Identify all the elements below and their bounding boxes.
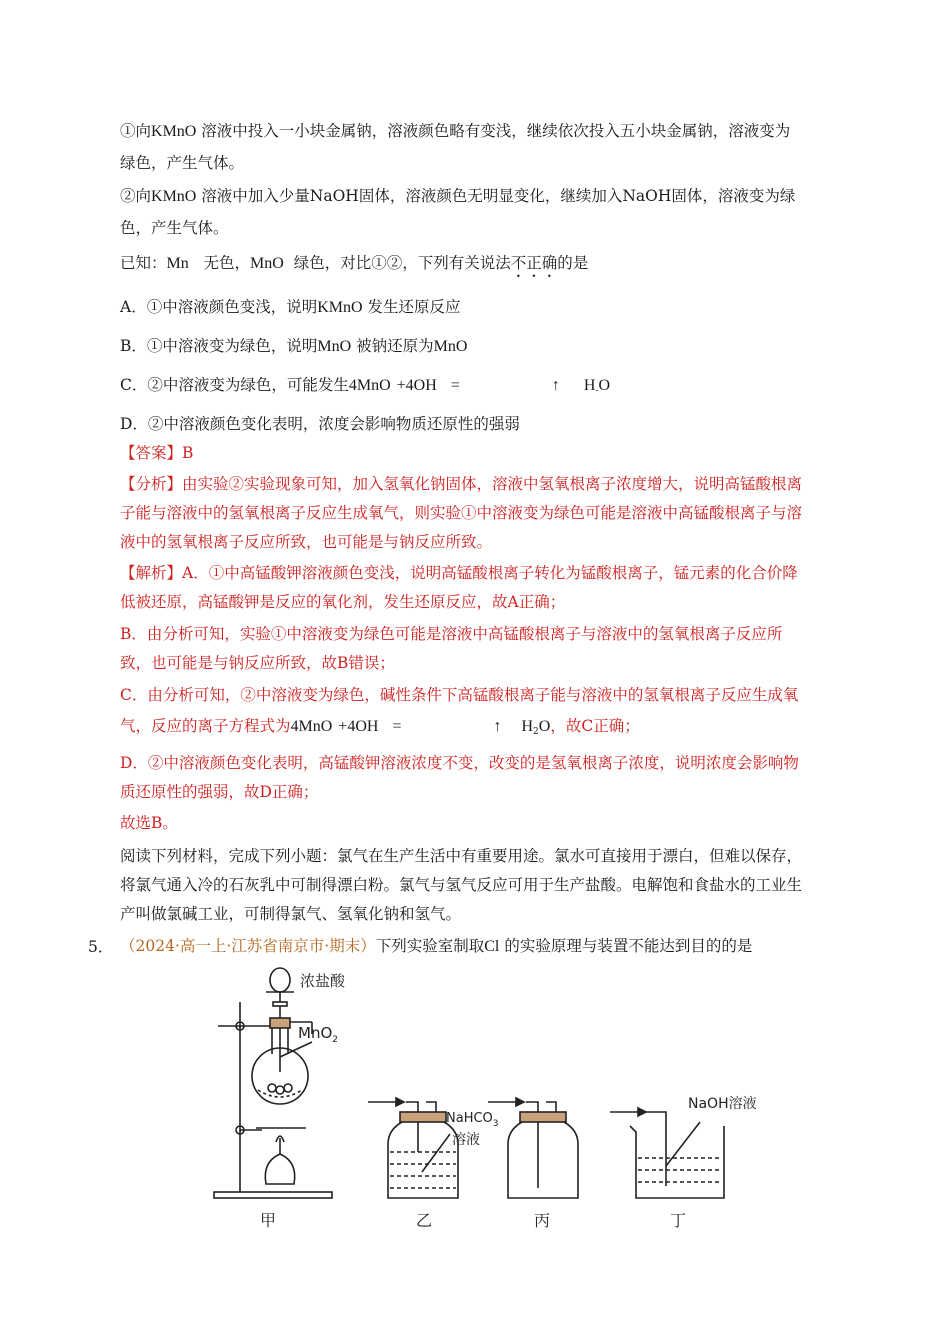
text: 下列实验室制取 (375, 937, 485, 955)
text: 溶液中加入少量NaOH固体，溶液颜色无明显变化，继续加入NaOH固体，溶液变为绿 (196, 187, 796, 205)
apparatus-bing (488, 1098, 578, 1198)
label-nahco3 (446, 1111, 499, 1129)
label-naoh: NaOH溶液 (688, 1096, 757, 1112)
text: 3 (492, 1119, 499, 1129)
experiment-line-2 (120, 185, 850, 208)
emphasis-text: 不正确 (510, 254, 558, 272)
formula-mn: Mn (166, 255, 189, 272)
text: 溶液中投入一小块金属钠，溶液颜色略有变浅，继续依次投入五小块金属钠，溶液变为 (196, 122, 791, 140)
text: C．②中溶液变为绿色，可能发生 (120, 376, 349, 394)
text: 发生还原反应 (367, 298, 461, 316)
label-yi: 乙 (416, 1211, 433, 1230)
text: 无色， (203, 254, 251, 272)
formula: +4OH (338, 718, 379, 735)
reading-line-3: 产叫做氯碱工业，可制得氯气、氢氧化钠和氢气。 (120, 905, 462, 923)
option-b (120, 335, 850, 358)
formula-mno4: MnO (317, 338, 352, 355)
gas-arrow: ↑ (551, 377, 560, 394)
label-solution: 溶液 (452, 1132, 480, 1148)
formula: 4MnO (348, 377, 391, 394)
text: 绿色，对比①②，下列有关说法 (293, 254, 511, 272)
option-d: D．②中溶液颜色变化表明，浓度会影响物质还原性的强弱 (120, 415, 520, 433)
explain-b-line-1: B．由分析可知，实验①中溶液变为绿色可能是溶液中高锰酸根离子与溶液中的氢氧根离子反应所 (120, 625, 783, 643)
formula: O (538, 718, 551, 735)
analysis-line-3: 液中的氢氧根离子反应所致，也可能是与钠反应所致。 (120, 533, 493, 551)
explain-line-2: 低被还原，高锰酸钾是反应的氧化剂，发生还原反应，故A正确； (120, 593, 566, 611)
formula-mno4: MnO (250, 255, 284, 272)
formula: O (598, 377, 610, 394)
formula-kmno4: KMnO (151, 123, 197, 140)
formula-cl2: Cl (484, 938, 500, 955)
formula-kmno4: KMnO (317, 299, 363, 316)
experiment-line-1 (120, 120, 850, 143)
text: 的是 (557, 254, 589, 272)
formula: H (583, 377, 596, 394)
label-conc-hcl: 浓盐酸 (300, 972, 346, 990)
option-a (120, 296, 850, 319)
explain-c-line-2: 气，反应的离子方程式为4MnO +4OH = ↑ $H_2O$，故C正确； (120, 717, 640, 737)
apparatus-figure (200, 962, 800, 1242)
explain-d-line-1: D．②中溶液颜色变化表明，高锰酸钾溶液浓度不变，改变的是氢氧根离子浓度，说明浓度会影响物 (120, 754, 799, 772)
analysis-line-1: 【分析】由实验②实验现象可知，加入氢氧化钠固体，溶液中氢氧根离子浓度增大，说明高锰酸根离 (120, 475, 803, 493)
text: NaHCO (446, 1111, 493, 1126)
apparatus-jia (214, 968, 332, 1198)
apparatus-ding (610, 1108, 724, 1198)
formula-mno4: MnO (433, 338, 468, 355)
known-line (120, 252, 850, 281)
text: 被钠还原为 (356, 337, 434, 355)
reading-line-2: 将氯气通入冷的石灰乳中可制得漂白粉。氯气与氢气反应可用于生产盐酸。电解饱和食盐水的工业生 (120, 876, 803, 894)
question-5-text (120, 935, 850, 958)
formula: = (392, 718, 402, 735)
formula-kmno4: KMnO (151, 188, 197, 205)
label-ding: 丁 (670, 1211, 687, 1230)
explain-line-1: 【解析】A．①中高锰酸钾溶液颜色变浅，说明高锰酸根离子转化为锰酸根离子，锰元素的化合价降 (120, 564, 798, 582)
formula: +4OH (396, 377, 437, 394)
text: 2 (332, 1035, 338, 1045)
reading-line-1: 阅读下列材料，完成下列小题：氯气在生产生活中有重要用途。氯水可直接用于漂白，但难以保存， (120, 847, 803, 865)
text: MnO (298, 1024, 333, 1042)
text: ，故C正确； (550, 717, 640, 735)
explain-c-line-1: C．由分析可知，②中溶液变为绿色，碱性条件下高锰酸根离子能与溶液中的氢氧根离子反应生成氧 (120, 686, 799, 704)
analysis-line-2: 子能与溶液中的氢氧根离子反应生成氧气，则实验①中溶液变为绿色可能是溶液中高锰酸根离子与溶 (120, 504, 803, 522)
explain-d-line-2: 质还原性的强弱，故D正确； (120, 783, 319, 801)
label-bing: 丙 (534, 1211, 551, 1230)
experiment-line-1b: 绿色，产生气体。 (120, 154, 245, 172)
text: 气，反应的离子方程式为 (120, 717, 291, 735)
text: ②向 (120, 187, 152, 205)
label-mno2 (298, 1024, 338, 1045)
apparatus-yi (368, 1098, 458, 1198)
text: B．①中溶液变为绿色，说明 (120, 337, 318, 355)
explain-b-line-2: 致，也可能是与钠反应所致，故B错误； (120, 654, 395, 672)
text: A．①中溶液颜色变浅，说明 (120, 298, 318, 316)
question-source: （2024·高一上·江苏省南京市·期末） (120, 937, 376, 955)
label-jia: 甲 (260, 1211, 277, 1230)
text: 的实验原理与装置不能达到目的的是 (504, 937, 753, 955)
answer-label: 【答案】B (120, 444, 194, 462)
formula: 4MnO (290, 718, 333, 735)
text: 已知： (120, 254, 167, 272)
text: ①向 (120, 122, 152, 140)
choose-line: 故选B。 (120, 814, 178, 832)
experiment-line-2b: 色，产生气体。 (120, 219, 229, 237)
question-number: 5． (88, 938, 114, 956)
formula: = (450, 377, 460, 394)
formula: H (521, 718, 534, 735)
option-c: C．②中溶液变为绿色，可能发生4MnO +4OH = ↑ $H_-O$ (120, 376, 610, 396)
gas-arrow: ↑ (493, 718, 502, 735)
